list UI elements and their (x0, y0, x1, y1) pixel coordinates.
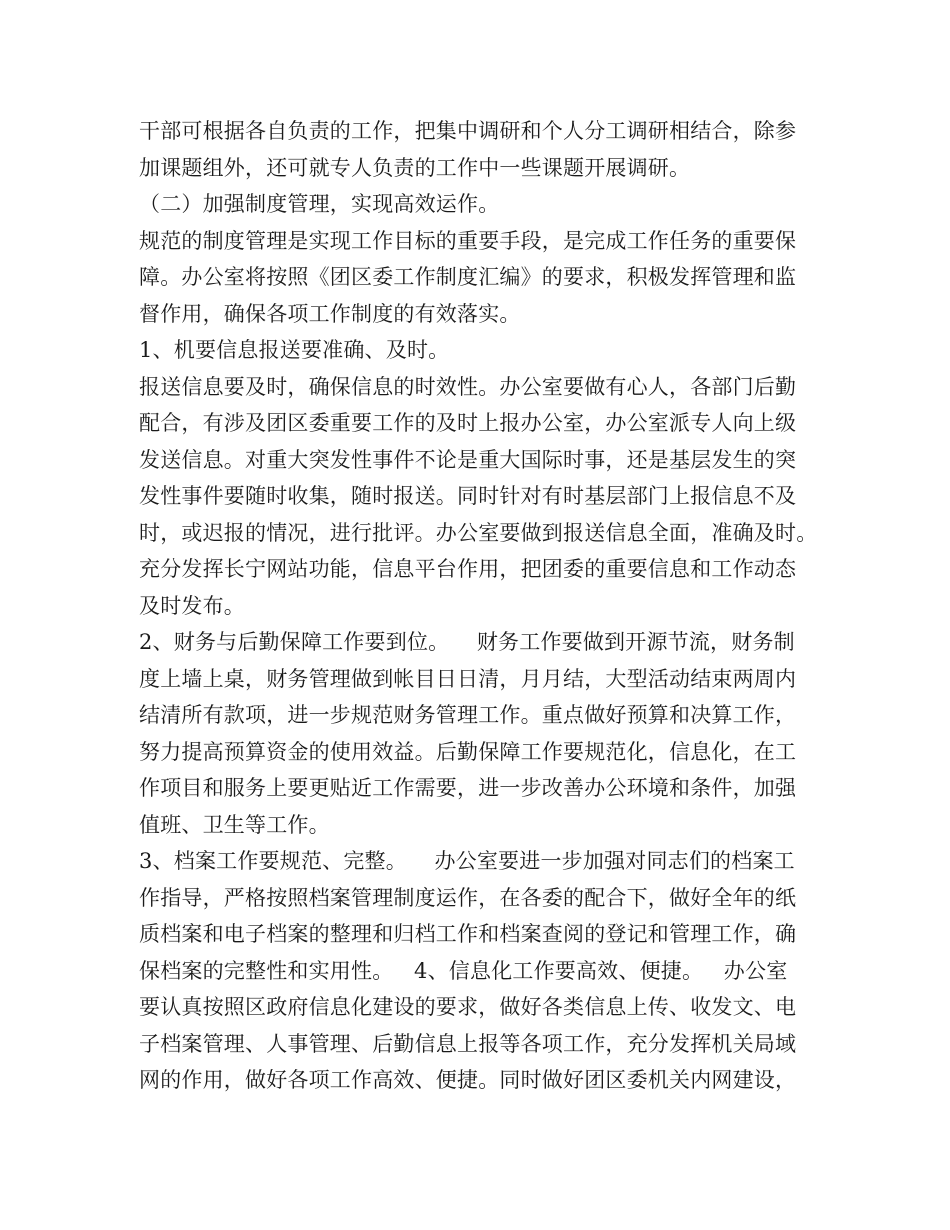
text-line: 配合，有涉及团区委重要工作的及时上报办公室，办公室派专人向上级 (139, 411, 797, 435)
text-line: 规范的制度管理是实现工作目标的重要手段，是完成工作任务的重要保 (139, 228, 797, 253)
text-line: 发性事件要随时收集，随时报送。同时针对有时基层部门上报信息不及 (139, 484, 797, 508)
text-line: 值班、卫生等工作。 (139, 812, 330, 837)
text-line: 2、财务与后勤保障工作要到位。 财务工作要做到开源节流，财务制 (139, 630, 795, 654)
text-line: 及时发布。 (139, 593, 245, 618)
section-heading: （二）加强制度管理，实现高效运作。 (139, 192, 500, 216)
text-line: 努力提高预算资金的使用效益。后勤保障工作要规范化，信息化，在工 (139, 739, 797, 764)
body-text (139, 113, 829, 1099)
text-line: 子档案管理、人事管理、后勤信息上报等各项工作，充分发挥机关局域 (139, 1031, 797, 1056)
text-line: 保档案的完整性和实用性。 4、信息化工作要高效、便捷。 办公室 (139, 958, 788, 983)
text-line: 障。办公室将按照《团区委工作制度汇编》的要求，积极发挥管理和监 (139, 265, 797, 289)
text-line: 度上墙上桌，财务管理做到帐目日日清，月月结，大型活动结束两周内 (139, 666, 797, 691)
text-line: 时，或迟报的情况，进行批评。办公室要做到报送信息全面，准确及时。 (139, 520, 818, 545)
text-line: 加课题组外，还可就专人负责的工作中一些课题开展调研。 (139, 155, 691, 180)
text-line: 作指导，严格按照档案管理制度运作，在各委的配合下，做好全年的纸 (139, 885, 797, 910)
subsection-heading: 1、机要信息报送要准确、及时。 (139, 338, 450, 362)
text-line: 充分发挥长宁网站功能，信息平台作用，把团委的重要信息和工作动态 (139, 557, 797, 581)
text-line: 质档案和电子档案的整理和归档工作和档案查阅的登记和管理工作，确 (139, 922, 797, 946)
text-line: 网的作用，做好各项工作高效、便捷。同时做好团区委机关内网建设， (139, 1068, 797, 1092)
text-line: 作项目和服务上要更贴近工作需要，进一步改善办公环境和条件，加强 (139, 776, 797, 800)
text-line: 干部可根据各自负责的工作，把集中调研和个人分工调研相结合，除参 (139, 119, 797, 143)
text-line: 3、档案工作要规范、完整。 办公室要进一步加强对同志们的档案工 (139, 849, 795, 873)
text-line: 要认真按照区政府信息化建设的要求，做好各类信息上传、收发文、电 (139, 995, 797, 1019)
text-line: 发送信息。对重大突发性事件不论是重大国际时事，还是基层发生的突 (139, 447, 797, 472)
text-line: 报送信息要及时，确保信息的时效性。办公室要做有心人，各部门后勤 (139, 374, 797, 399)
text-line: 结清所有款项，进一步规范财务管理工作。重点做好预算和决算工作， (139, 703, 797, 727)
text-line: 督作用，确保各项工作制度的有效落实。 (139, 301, 521, 326)
